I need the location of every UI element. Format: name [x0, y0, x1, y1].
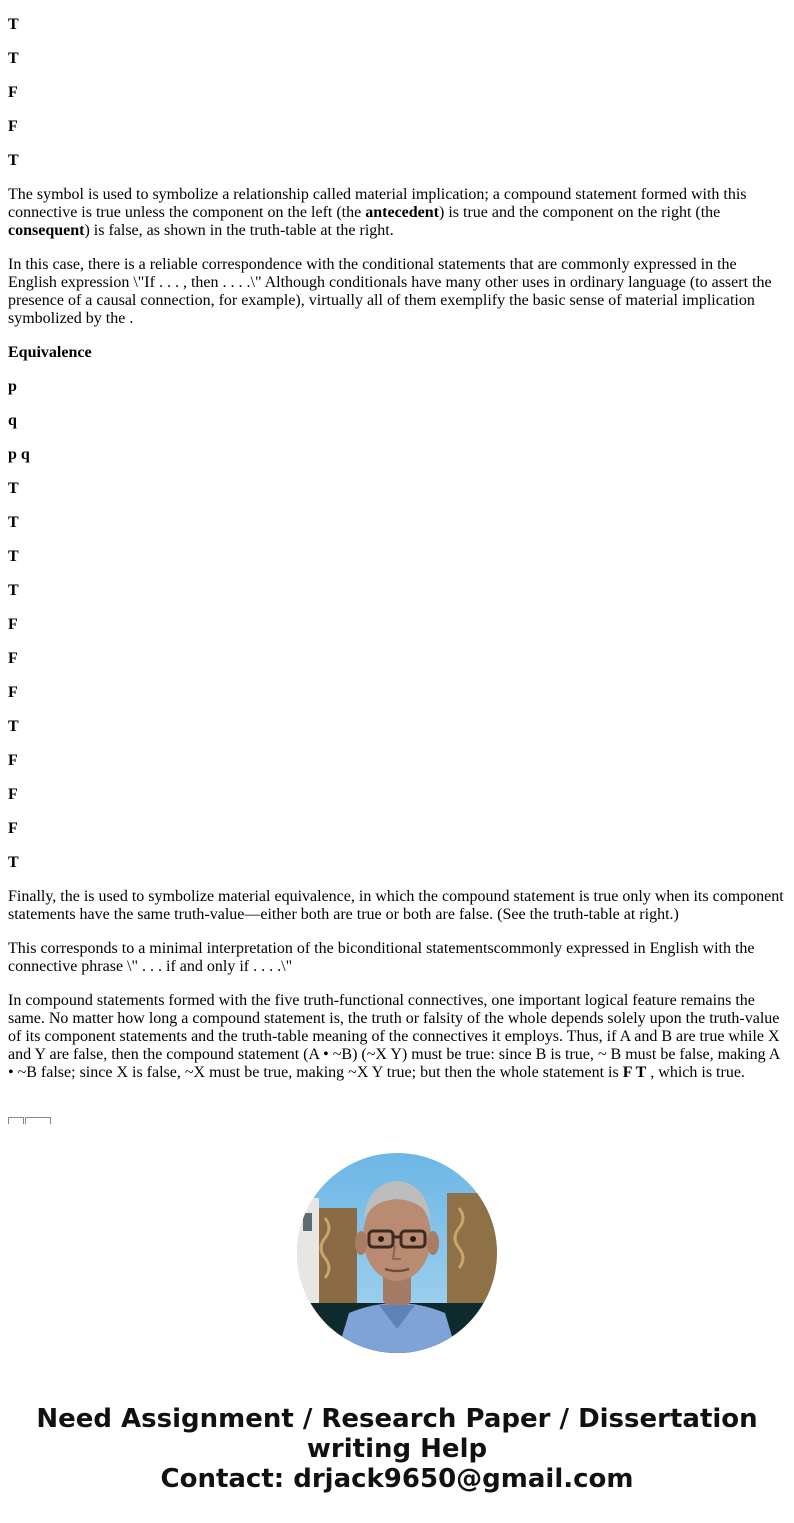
antecedent-term: antecedent — [365, 204, 439, 221]
truth-value: F — [8, 786, 18, 803]
truth-value: T — [8, 152, 19, 169]
conditional-paragraph — [8, 256, 786, 328]
text-run: symbol is used to symbolize a relationship called material implication; a compound statement formed with this connective is true unless the component on the left (the — [8, 186, 747, 221]
equivalence-paragraph — [8, 888, 786, 924]
truth-value: T — [8, 480, 19, 497]
section-heading: Equivalence — [8, 344, 92, 361]
column-header-q: q — [8, 412, 17, 429]
text-run: ) is false, as shown in the truth-table at the right. — [84, 222, 394, 239]
column-header-pq: p q — [8, 446, 30, 463]
broken-image-icon — [8, 1116, 52, 1124]
contact-line: Contact: drjack9650@gmail.com — [160, 1464, 634, 1494]
column-header-p: p — [8, 378, 17, 395]
truth-value: F — [8, 118, 18, 135]
text-run: , which is true. — [646, 1064, 745, 1081]
implication-paragraph — [8, 186, 786, 240]
truth-value: F — [8, 650, 18, 667]
text-run: The — [8, 186, 37, 203]
truth-value: F — [8, 820, 18, 837]
text-run: In compound statements formed with the five truth-functional connectives, one important logical feature remains the same. No matter how long a compound statement is, the truth or falsity of the whole depends solely upon the truth-value of its component statements and the truth-table meaning of the connectives it employs. Thus, if A and B are true while X and Y are false, then the compound statement (A • ~B) (~X Y) must be true: since B is true, ~ B must be false, making A • ~B false; since X is false, ~X must be true, making ~X Y true; but then the whole statement is — [8, 992, 780, 1081]
document-body — [8, 16, 786, 1098]
truth-value: F — [8, 84, 18, 101]
text-run: Finally, the — [8, 888, 84, 905]
text-run: In this case, there is a reliable correspondence with the conditional statements that are commonly expressed in the English expression \"If . . . , then . . . .\" Although conditionals have many other uses in ordinary language (to assert the presence of a causal connection, for example), virtually all of them exemplify the basic sense of material implication symbolized by the — [8, 256, 772, 327]
text-run: . — [129, 310, 134, 327]
truth-value: F — [8, 616, 18, 633]
text-run: is used to symbolize material equivalence, in which the compound statement is true only when its component statements have the same truth-value—either both are true or both are false. (See the truth-table at right.) — [8, 888, 784, 923]
promo-banner — [0, 1404, 794, 1494]
truth-value: F — [8, 684, 18, 701]
truth-value: T — [8, 50, 19, 67]
truth-value: F — [8, 752, 18, 769]
truth-value: T — [8, 718, 19, 735]
truth-value: T — [8, 582, 19, 599]
author-avatar — [297, 1153, 497, 1353]
truth-value: T — [8, 854, 19, 871]
consequent-term: consequent — [8, 222, 85, 239]
truth-value-inline: F T — [622, 1064, 647, 1081]
truth-value: T — [8, 514, 19, 531]
truth-value: T — [8, 548, 19, 565]
compound-statement-paragraph — [8, 992, 786, 1082]
text-run: ) is true and the component on the right (the — [439, 204, 721, 221]
portrait-image — [297, 1153, 497, 1353]
truth-value: T — [8, 16, 19, 33]
promo-line: Need Assignment / Research Paper / Dissertation — [36, 1404, 758, 1434]
biconditional-paragraph: This corresponds to a minimal interpretation of the biconditional statementscommonly expressed in English with the connective phrase \" . . . if and only if . . . .\" — [8, 940, 755, 975]
promo-line: writing Help — [306, 1434, 488, 1464]
